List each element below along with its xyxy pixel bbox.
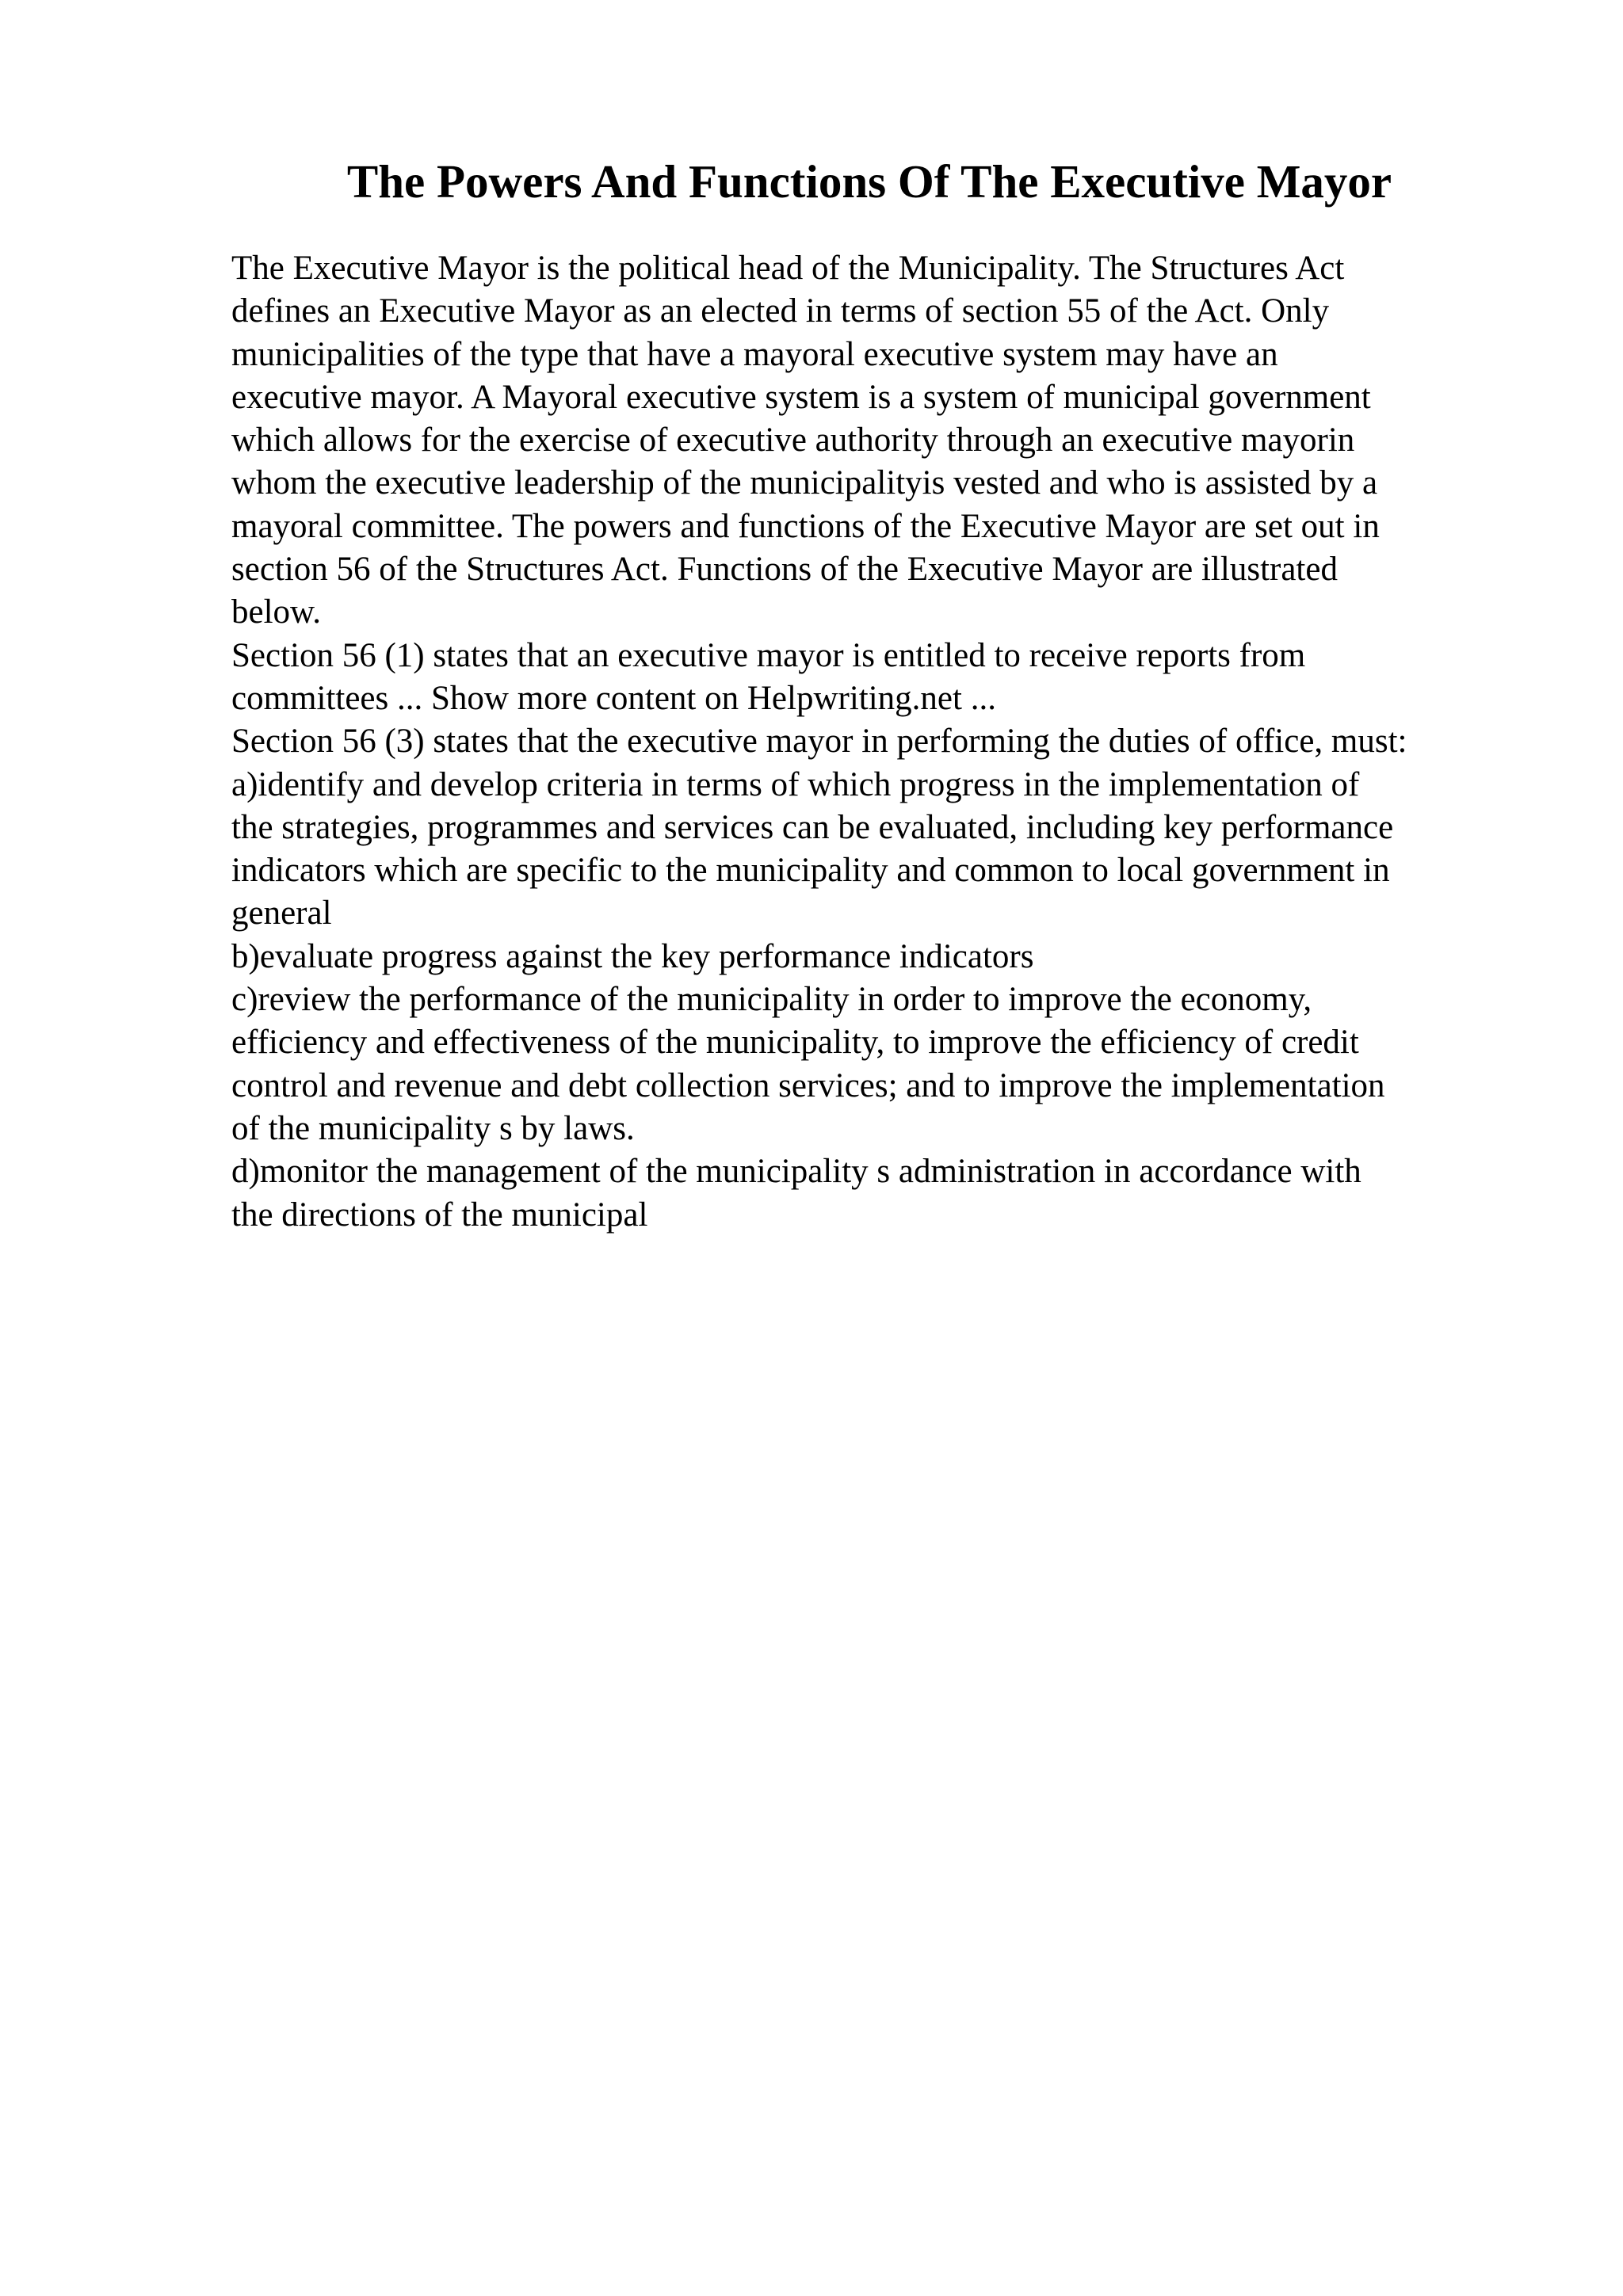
body-line: a)identify and develop criteria in terms of which progress in the implementation of	[231, 765, 1360, 803]
body-line: Section 56 (3) states that the executive mayor in performing the duties of office, must:	[231, 723, 1407, 761]
body-line: the directions of the municipal	[231, 1196, 648, 1234]
body-line: indicators which are specific to the municipality and common to local government in	[231, 852, 1390, 890]
body-line: c)review the performance of the municipality in order to improve the economy,	[231, 981, 1312, 1019]
body-line: section 56 of the Structures Act. Functions of the Executive Mayor are illustrated	[231, 551, 1338, 589]
body-line: mayoral committee. The powers and functions of the Executive Mayor are set out in	[231, 507, 1380, 545]
body-line: b)evaluate progress against the key performance indicators	[231, 937, 1034, 975]
body-line: general	[231, 894, 332, 933]
body-line: executive mayor. A Mayoral executive system is a system of municipal government	[231, 378, 1371, 416]
document-body	[231, 247, 1515, 1237]
body-line: committees ... Show more content on Helpwriting.net ...	[231, 679, 996, 717]
body-line: d)monitor the management of the municipality s administration in accordance with	[231, 1153, 1361, 1191]
document-title: The Powers And Functions Of The Executive Mayor	[346, 155, 1392, 208]
body-line: which allows for the exercise of executive authority through an executive mayorin	[231, 421, 1355, 460]
body-line: whom the executive leadership of the municipalityis vested and who is assisted by a	[231, 464, 1378, 502]
body-line: Section 56 (1) states that an executive mayor is entitled to receive reports from	[231, 636, 1306, 674]
body-line: municipalities of the type that have a mayoral executive system may have an	[231, 335, 1278, 373]
body-line: below.	[231, 593, 322, 631]
body-line: efficiency and effectiveness of the municipality, to improve the efficiency of credit	[231, 1024, 1359, 1062]
body-line: The Executive Mayor is the political head of the Municipality. The Structures Act	[231, 250, 1345, 287]
body-line: defines an Executive Mayor as an elected in terms of section 55 of the Act. Only	[231, 292, 1330, 330]
body-line: control and revenue and debt collection services; and to improve the implementation	[231, 1066, 1385, 1104]
body-line: the strategies, programmes and services can be evaluated, including key performance	[231, 808, 1394, 846]
body-line: of the municipality s by laws.	[231, 1109, 635, 1147]
